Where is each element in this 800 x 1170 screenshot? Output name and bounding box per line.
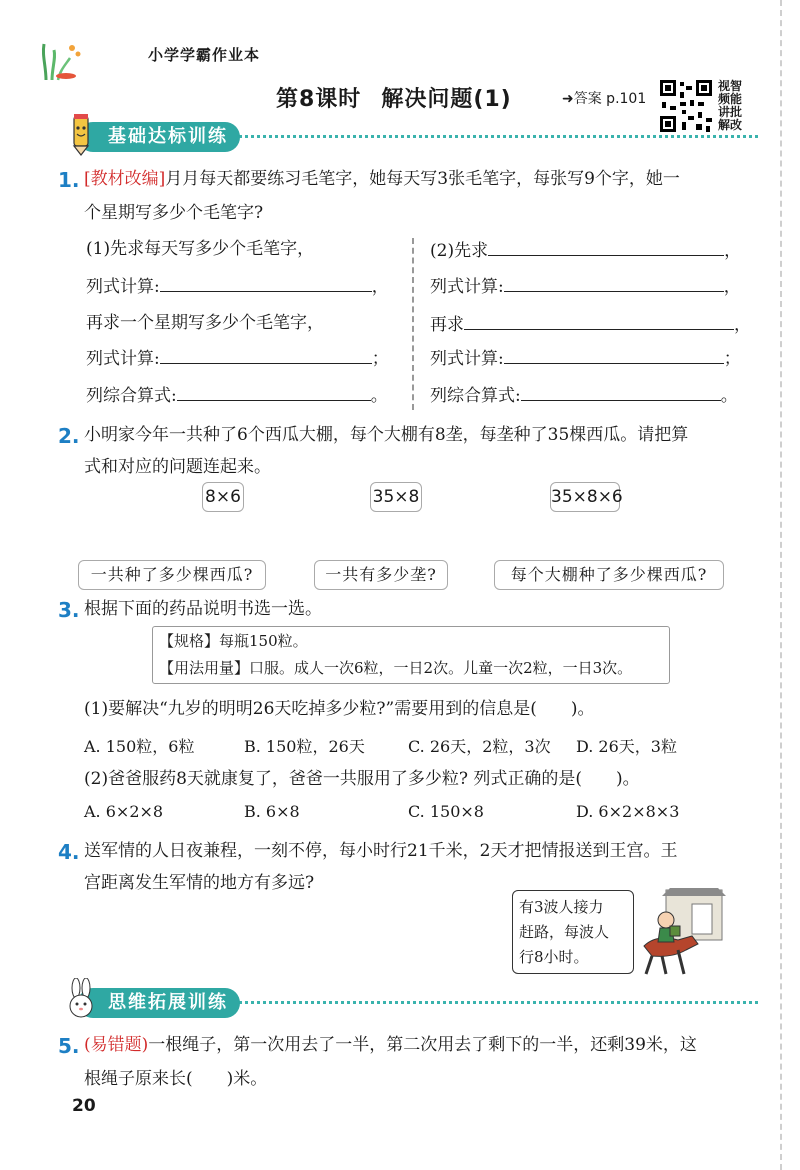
section-banner-basic xyxy=(78,122,758,162)
q1-text-line2: 个星期写多少个毛笔字? xyxy=(84,203,264,223)
q2-text-line1: 小明家今年一共种了6个西瓜大棚，每个大棚有8垄，每垄种了35棵西瓜。请把算 xyxy=(84,425,689,445)
question-number-4: 4. xyxy=(58,840,80,864)
q3-sub1: (1)要解决“九岁的明明26天吃掉多少粒?”需要用到的信息是( )。 xyxy=(84,699,595,719)
answer-blank[interactable] xyxy=(504,272,724,292)
medicine-spec: 【规格】每瓶150粒。 xyxy=(159,632,308,650)
q5-text-line1: 一根绳子，第一次用去了一半，第二次用去了剩下的一半，还剩39米，这 xyxy=(148,1035,697,1055)
question-box[interactable]: 一共有多少垄? xyxy=(314,560,448,590)
q1-right-then-label: 再求 xyxy=(430,315,464,335)
expression-box[interactable]: 8×6 xyxy=(202,482,244,512)
expression-box[interactable]: 35×8 xyxy=(370,482,422,512)
q1-right-line5 xyxy=(430,381,738,411)
punct-semicolon: ； xyxy=(723,349,741,369)
option-a[interactable]: A. 6×2×8 xyxy=(84,802,164,821)
answer-blank[interactable] xyxy=(464,310,734,330)
answer-blank[interactable] xyxy=(504,344,724,364)
page-number: 20 xyxy=(72,1096,96,1116)
q1-left-line1: (1)先求每天写多少个毛笔字， xyxy=(86,239,315,259)
option-d[interactable]: D. 26天，3粒 xyxy=(576,737,677,756)
speech-bubble xyxy=(512,890,634,974)
banner-dotted-line xyxy=(228,135,758,138)
question-box[interactable]: 每个大棚种了多少棵西瓜? xyxy=(494,560,724,590)
q1-right-line4 xyxy=(430,344,741,374)
punct-comma: ， xyxy=(734,315,751,335)
question-box[interactable]: 一共种了多少棵西瓜? xyxy=(78,560,266,590)
q1-right-calc-label-1: 列式计算: xyxy=(430,277,504,297)
question-number-5: 5. xyxy=(58,1034,80,1058)
q1-left-line5 xyxy=(86,381,388,411)
q1-right-line1 xyxy=(430,236,741,266)
q1-right-calc-label-2: 列式计算: xyxy=(430,349,504,369)
option-b[interactable]: B. 150粒，26天 xyxy=(244,737,365,756)
q1-right-line2 xyxy=(430,272,741,302)
section-banner-extend xyxy=(78,988,758,1028)
page-edge-line xyxy=(780,0,782,1170)
q1-left-calc-label-1: 列式计算: xyxy=(86,277,160,297)
option-c[interactable]: C. 26天，2粒，3次 xyxy=(408,737,551,756)
section-title-basic: 基础达标训练 xyxy=(78,122,240,152)
q1-text-line1: 月月每天都要练习毛笔字，她每天写3张毛笔字，每张写9个字，她一 xyxy=(165,169,680,189)
column-divider xyxy=(412,238,414,410)
plant-logo-icon xyxy=(36,36,86,82)
punct-comma: ， xyxy=(723,277,741,297)
punct-comma: ， xyxy=(724,241,742,261)
q1-left-line4 xyxy=(86,344,389,374)
lesson-number: 第8课时 xyxy=(276,87,362,112)
banner-dotted-line xyxy=(228,1001,758,1004)
q1-left-calc-label-2: 列式计算: xyxy=(86,349,160,369)
bubble-line: 赶路，每波人 xyxy=(519,923,610,941)
q1-right-line3 xyxy=(430,310,751,340)
medicine-info-box xyxy=(152,626,670,684)
question-number-1: 1. xyxy=(58,168,80,192)
answer-blank[interactable] xyxy=(160,344,372,364)
medicine-usage: 【用法用量】口服。成人一次6粒，一日2次。儿童一次2粒，一日3次。 xyxy=(159,659,633,677)
qr-caption: 视智频能讲批解改 xyxy=(718,79,743,132)
bubble-line: 有3波人接力 xyxy=(519,898,604,916)
punct-period: 。 xyxy=(720,386,738,406)
answer-reference: ➜答案 p.101 xyxy=(562,91,647,107)
answer-blank[interactable] xyxy=(177,381,371,401)
question-number-3: 3. xyxy=(58,598,80,622)
q5-text-line2: 根绳子原来长( )米。 xyxy=(84,1069,268,1089)
pencil-mascot-icon xyxy=(62,112,102,156)
question-number-2: 2. xyxy=(58,424,80,448)
option-c[interactable]: C. 150×8 xyxy=(408,802,484,821)
q5-text xyxy=(84,1030,764,1060)
punct-semicolon: ； xyxy=(371,349,389,369)
answer-blank[interactable] xyxy=(488,236,724,256)
bubble-line: 行8小时。 xyxy=(519,948,589,966)
answer-blank[interactable] xyxy=(160,272,372,292)
q1-left-line3: 再求一个星期写多少个毛笔字， xyxy=(86,313,324,333)
q1-tag: [教材改编] xyxy=(84,169,166,189)
punct-period: 。 xyxy=(370,386,388,406)
q1-right-combined-label: 列综合算式: xyxy=(430,386,521,406)
q1-left-line2 xyxy=(86,272,389,302)
lesson-name: 解决问题(1) xyxy=(381,87,512,112)
q4-text-line1: 送军情的人日夜兼程，一刻不停，每小时行21千米，2天才把情报送到王宫。王 xyxy=(84,841,678,861)
horse-rider-icon xyxy=(626,886,726,978)
answer-blank[interactable] xyxy=(521,381,721,401)
q1-text xyxy=(84,164,764,194)
q3-text: 根据下面的药品说明书选一选。 xyxy=(84,599,322,619)
expression-box[interactable]: 35×8×6 xyxy=(550,482,620,512)
rabbit-mascot-icon xyxy=(62,978,102,1022)
section-title-extend: 思维拓展训练 xyxy=(78,988,240,1018)
option-d[interactable]: D. 6×2×8×3 xyxy=(576,802,680,821)
q3-sub2: (2)爸爸服药8天就康复了，爸爸一共服用了多少粒? 列式正确的是( )。 xyxy=(84,769,640,789)
q1-right-first-label: (2)先求 xyxy=(430,241,489,261)
option-b[interactable]: B. 6×8 xyxy=(244,802,300,821)
lesson-title xyxy=(276,82,512,113)
punct-comma: ， xyxy=(371,277,389,297)
q2-text-line2: 式和对应的问题连起来。 xyxy=(84,457,271,477)
q5-tag: (易错题) xyxy=(84,1035,149,1055)
q4-text-line2: 宫距离发生军情的地方有多远? xyxy=(84,873,315,893)
q1-left-combined-label: 列综合算式: xyxy=(86,386,177,406)
book-title: 小学学霸作业本 xyxy=(148,46,261,64)
option-a[interactable]: A. 150粒，6粒 xyxy=(84,737,195,756)
